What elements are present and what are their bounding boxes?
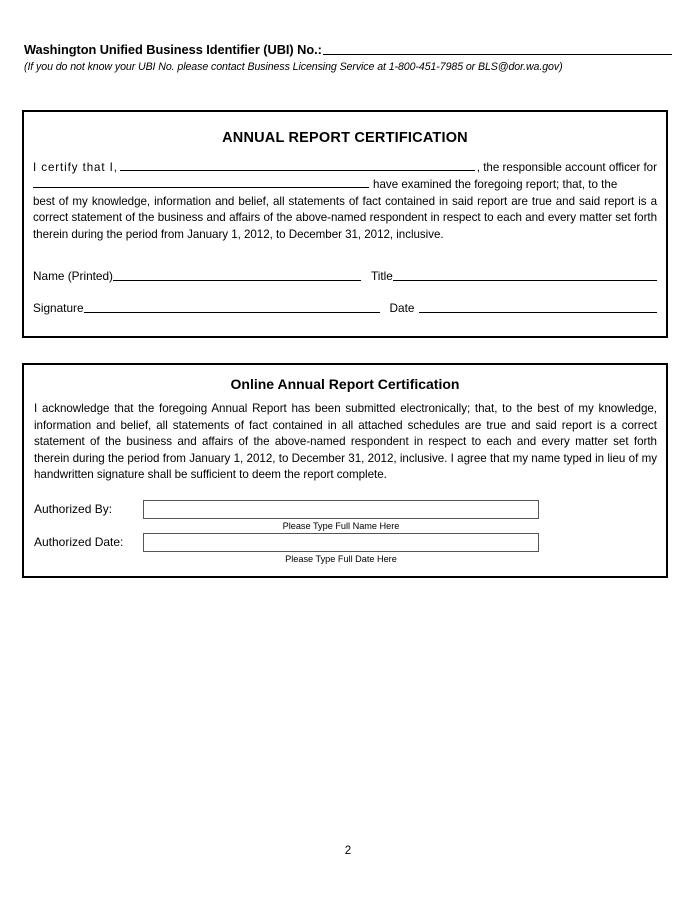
ubi-header: [24, 42, 672, 74]
name-printed-label: Name (Printed): [33, 269, 113, 284]
signature-area: [33, 269, 657, 316]
authorized-date-label: Authorized Date:: [34, 535, 124, 550]
online-annual-report-certification-box: [22, 363, 668, 578]
ubi-label: Washington Unified Business Identifier (UBI) No.:: [24, 42, 322, 57]
title-label: Title: [370, 269, 393, 284]
online-certification-title: Online Annual Report Certification: [230, 376, 460, 392]
ubi-blank-rule[interactable]: [323, 54, 672, 55]
certify-suffix: , the responsible account officer for: [476, 161, 657, 174]
page-number: 2: [344, 845, 352, 857]
certify-line-1: [33, 159, 657, 176]
annual-certification-statement: [33, 159, 657, 243]
name-title-row: [33, 269, 657, 284]
online-certification-body: I acknowledge that the foregoing Annual Report has been submitted electronically; that, to the best of my knowledge, information and belief, all statements of fact contained in all attached schedules are true and said report is a correct statement of the business and affairs of the above-named respondent in respect to each and every matter set forth therein during the period from January 1, 2012, to December 31, 2012, inclusive. I agree that my name typed in lieu of my handwritten signature shall be sufficient to deem the report complete.: [34, 402, 657, 482]
authorized-by-row: [34, 500, 666, 519]
company-name-blank[interactable]: [33, 176, 369, 188]
certify-line2-text: have examined the foregoing report; that, to the: [373, 178, 618, 192]
signature-label: Signature: [33, 301, 84, 316]
certify-prefix: I certify that I,: [33, 161, 118, 174]
online-certification-fields: [34, 500, 666, 564]
authorized-date-row: [34, 533, 666, 552]
annual-certification-body: best of my knowledge, information and belief, all statements of fact contained in said report are true and said report is a correct statement of the business and affairs of the above-named respondent in respect to each and every matter set forth therein during the period from January 1, 2012, to December 31, 2012, inclusive.: [33, 194, 657, 241]
signature-blank[interactable]: [84, 312, 380, 313]
authorized-by-hint: Please Type Full Name Here: [282, 520, 400, 531]
ubi-note: (If you do not know your UBI No. please contact Business Licensing Service at 1-800-451-7985 or BLS@dor.wa.gov): [24, 61, 563, 73]
authorized-by-label: Authorized By:: [34, 502, 113, 517]
authorized-date-hint: Please Type Full Date Here: [285, 553, 397, 564]
authorized-date-input[interactable]: [143, 533, 539, 552]
signature-date-row: [33, 301, 657, 316]
annual-certification-title: ANNUAL REPORT CERTIFICATION: [222, 130, 468, 146]
date-blank[interactable]: [419, 312, 657, 313]
name-printed-blank[interactable]: [113, 280, 361, 281]
annual-report-certification-box: [22, 110, 668, 338]
authorized-by-input[interactable]: [143, 500, 539, 519]
date-label: Date: [389, 301, 415, 316]
officer-name-blank[interactable]: [120, 159, 475, 171]
certify-line-2: [33, 176, 657, 193]
ubi-line: [24, 42, 672, 57]
title-blank[interactable]: [393, 280, 657, 281]
